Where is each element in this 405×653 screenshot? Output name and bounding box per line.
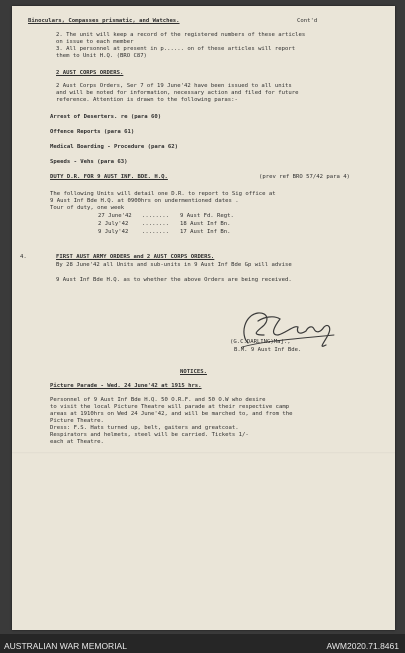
roster-unit: 17 Aust Inf Bn. xyxy=(180,229,231,235)
paragraph-line: Personnel of 9 Aust Inf Bde H.Q. 50 O.R.F. and 50 O.W who desire xyxy=(50,397,266,403)
archive-footer xyxy=(0,634,405,653)
paragraph-line: and will be noted for information, necessary action and filed for future xyxy=(56,90,299,96)
roster-dots: ........ xyxy=(142,221,169,227)
paragraph-line: Dress: F.S. Hats turned up, belt, gaiters and greatcoat. xyxy=(50,425,239,431)
paragraph-line: By 28 June'42 all Units and sub-units in 9 Aust Inf Bde Gp will advise xyxy=(56,262,292,268)
paragraph-line: 2. The unit will keep a record of the registered numbers of these articles xyxy=(56,32,306,38)
roster-unit: 18 Aust Inf Bn. xyxy=(180,221,231,227)
section-heading: DUTY D.R. FOR 9 AUST INF. BDE. H.Q. xyxy=(50,174,168,180)
signature-title: B.M. 9 Aust Inf Bde. xyxy=(234,347,302,353)
roster-date: 9 July'42 xyxy=(98,229,129,235)
paragraph-line: 9 Aust Inf Bde H.Q. at 0900hrs on undermentioned dates . xyxy=(50,198,239,204)
para-reference: Medical Boarding - Procedure (para 62) xyxy=(50,144,178,150)
continued-marker: Cont'd xyxy=(297,18,318,24)
roster-date: 27 June'42 xyxy=(98,213,132,219)
paragraph-line: on issue to each member xyxy=(56,39,134,45)
para-reference: Arrest of Deserters. re (para 60) xyxy=(50,114,162,120)
roster-dots: ........ xyxy=(142,229,169,235)
roster-dots: ........ xyxy=(142,213,169,219)
signature-name: (G.C.DARLING)Maj., xyxy=(230,339,291,345)
document-page xyxy=(12,6,395,630)
section-heading: FIRST AUST ARMY ORDERS and 2 AUST CORPS ORDERS. xyxy=(56,254,215,260)
reference-note: (prev ref BRO 57/42 para 4) xyxy=(259,174,350,180)
paragraph-line: each at Theatre. xyxy=(50,439,104,445)
paragraph-line: 2 Aust Corps Orders, Ser 7 of 19 June'42 have been issued to all units xyxy=(56,83,292,89)
section-heading: NOTICES. xyxy=(180,369,207,375)
paragraph-line: Tour of duty, one week xyxy=(50,205,125,211)
para-reference: Offence Reports (para 61) xyxy=(50,129,135,135)
paragraph-line: 3. All personnel at present in p...... on of these articles will report xyxy=(56,46,296,52)
footer-accession-number: AWM2020.71.8461 xyxy=(326,641,399,651)
paragraph-line: The following Units will detail one D.R. to report to Sig office at xyxy=(50,191,276,197)
paragraph-line: 9 Aust Inf Bde H.Q. as to whether the above Orders are being received. xyxy=(56,277,292,283)
roster-date: 2 July'42 xyxy=(98,221,129,227)
paragraph-line: areas at 1910hrs on Wed 24 June'42, and will be marched to, and from the xyxy=(50,411,293,417)
roster-unit: 9 Aust Fd. Regt. xyxy=(180,213,234,219)
page-fold xyxy=(12,452,395,454)
paragraph-line: them to Unit H.Q. (BRO C87) xyxy=(56,53,147,59)
item-number: 4. xyxy=(20,254,27,260)
paragraph-line: to visit the local Picture Theatre will parade at their respective camp xyxy=(50,404,290,410)
paragraph-line: Respirators and helmets, steel will be carried. Tickets 1/- xyxy=(50,432,249,438)
section-heading: Binoculars, Compasses prismatic, and Watches. xyxy=(28,18,180,24)
footer-institution: AUSTRALIAN WAR MEMORIAL xyxy=(4,641,127,651)
section-heading: 2 AUST CORPS ORDERS. xyxy=(56,70,124,76)
paragraph-line: Picture Theatre. xyxy=(50,418,104,424)
paragraph-line: reference. Attention is drawn to the following paras:- xyxy=(56,97,238,103)
section-heading: Picture Parade - Wed. 24 June'42 at 1915 hrs. xyxy=(50,383,202,389)
para-reference: Speeds - Vehs (para 63) xyxy=(50,159,128,165)
